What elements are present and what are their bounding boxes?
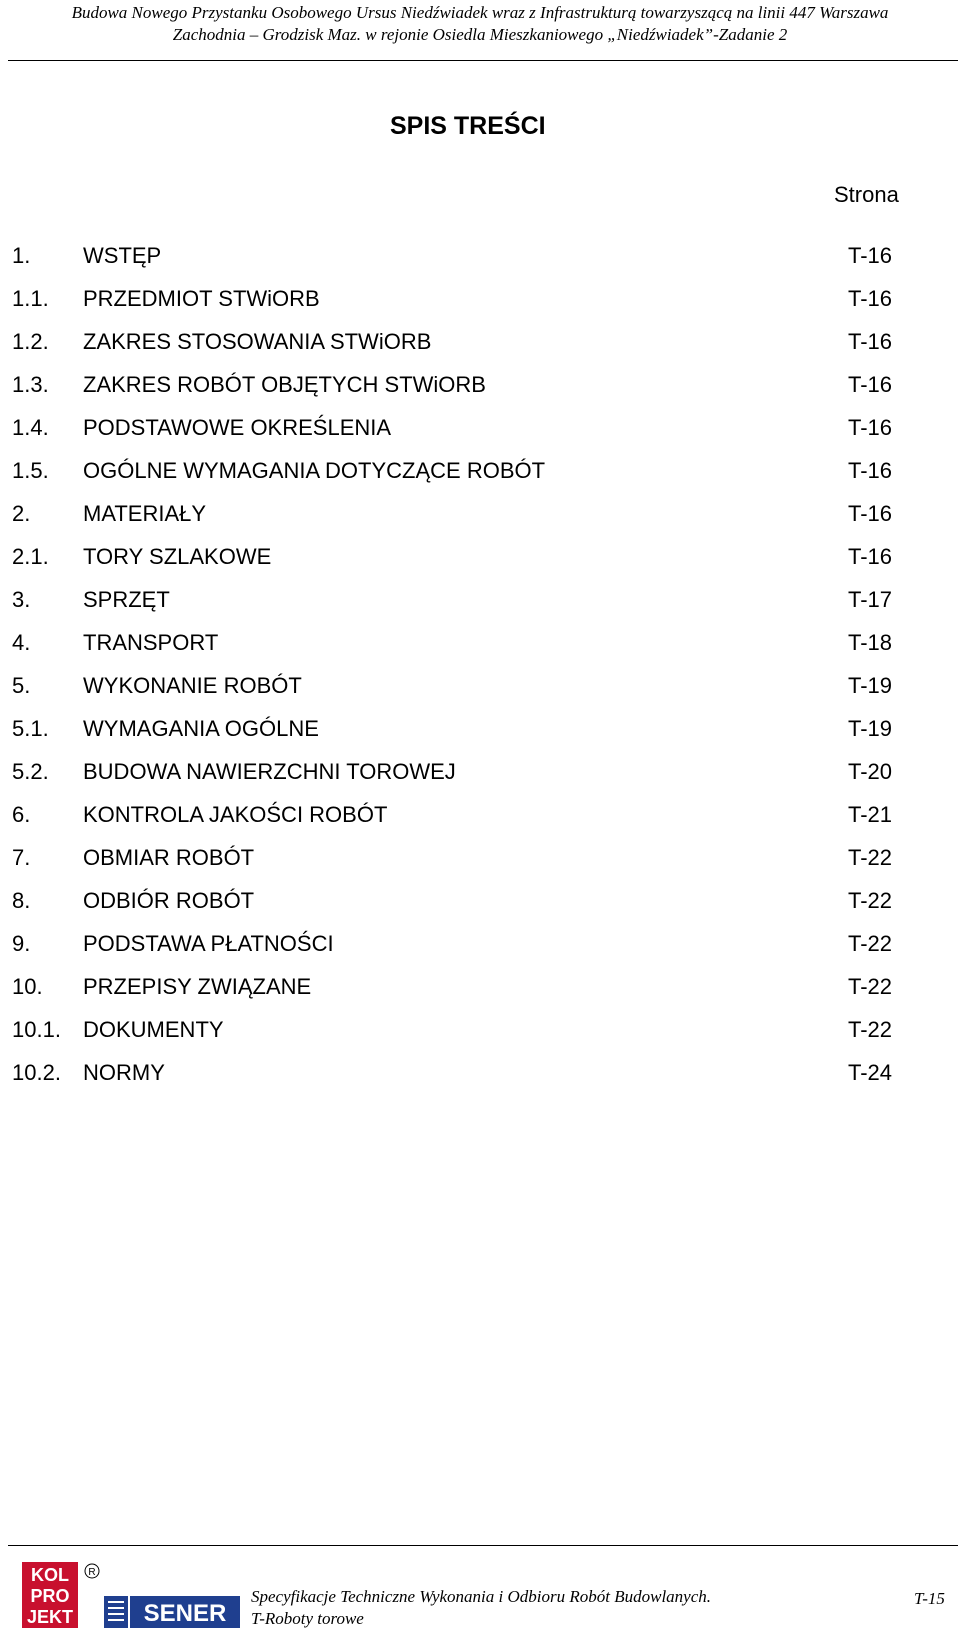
page-number: T-15 [914,1589,945,1608]
kolprojekt-logo-text-1: KOL [31,1565,69,1585]
toc-entry [0,414,960,457]
toc-entry-title: PRZEDMIOT STWiORB [83,286,320,311]
toc-entry-page: T-22 [848,845,893,870]
toc-entry-title: SPRZĘT [83,587,170,612]
header-line-1: Budowa Nowego Przystanku Osobowego Ursus Niedźwiadek wraz z Infrastrukturą towarzyszącą na linii 447 Warszawa [71,3,889,22]
kolprojekt-logo [22,1562,99,1628]
toc-entry-title: PRZEPISY ZWIĄZANE [83,974,312,999]
toc-entry-title: NORMY [83,1060,165,1085]
toc-entry-number: 1.1. [12,286,49,311]
toc-entry-number: 1.4. [12,415,49,440]
toc-entry-page: T-16 [848,243,893,268]
toc-entry [0,457,960,500]
toc-entry-page: T-22 [848,974,893,999]
kolprojekt-logo-text-3: JEKT [26,1607,74,1627]
toc-entry-number: 10.2. [12,1060,61,1085]
toc-entry-number: 10.1. [12,1017,61,1042]
toc-entry-number: 9. [12,931,31,956]
toc-entry [0,328,960,371]
toc-entry [0,586,960,629]
toc-entry-page: T-16 [848,458,893,483]
footer-line-2: T-Roboty torowe [251,1609,364,1628]
toc-entry-title: MATERIAŁY [83,501,207,526]
toc-entry-number: 8. [12,888,31,913]
sener-emblem-icon [104,1596,128,1628]
toc-entry [0,371,960,414]
toc-entry-title: OBMIAR ROBÓT [83,845,255,870]
footer-document-title [251,1586,711,1630]
sener-logo-text: SENER [143,1600,227,1627]
toc-entry-page: T-16 [848,372,893,397]
toc-entry-title: PODSTAWA PŁATNOŚCI [83,931,334,956]
toc-entry-number: 10. [12,974,43,999]
page-header [0,0,960,46]
toc-entry [0,715,960,758]
toc-entry-page: T-22 [848,888,893,913]
toc-entry-title: PODSTAWOWE OKREŚLENIA [83,415,392,440]
toc-entry-title: ODBIÓR ROBÓT [83,888,255,913]
toc-entry-page: T-22 [848,1017,893,1042]
toc-entry [0,844,960,887]
toc-entry-number: 4. [12,630,31,655]
toc-entry-number: 3. [12,587,31,612]
toc-entry [0,973,960,1016]
toc-entry [0,242,960,285]
kolprojekt-logo-text-2: PRO [30,1586,70,1606]
toc-entry-title: WSTĘP [83,243,162,268]
toc-entry-page: T-19 [848,673,893,698]
toc-entry [0,285,960,328]
toc-entry-page: T-17 [848,587,893,612]
toc-entry-number: 5.2. [12,759,49,784]
company-logos [22,1562,242,1632]
toc-entry-title: OGÓLNE WYMAGANIA DOTYCZĄCE ROBÓT [83,458,546,483]
toc-entry-number: 2. [12,501,31,526]
page-column-label: Strona [834,182,899,207]
toc-entry-page: T-16 [848,501,893,526]
toc-entry-title: DOKUMENTY [83,1017,224,1042]
toc-entry-number: 6. [12,802,31,827]
toc-entry [0,672,960,715]
sener-logo [104,1596,240,1628]
toc-entry [0,500,960,543]
toc-entry-title: ZAKRES ROBÓT OBJĘTYCH STWiORB [83,372,486,397]
toc-entry-number: 1.3. [12,372,49,397]
toc-entry-number: 7. [12,845,31,870]
toc-entry-title: TORY SZLAKOWE [83,544,272,569]
toc-entry-number: 1. [12,243,31,268]
toc-entry-page: T-22 [848,931,893,956]
toc-entry-page: T-16 [848,286,893,311]
toc-entry-number: 5.1. [12,716,49,741]
toc-entry [0,930,960,973]
toc-entry-title: WYMAGANIA OGÓLNE [83,716,319,741]
toc-entry [0,629,960,672]
toc-entry-page: T-16 [848,544,893,569]
toc-entry [0,801,960,844]
toc-entry-title: ZAKRES STOSOWANIA STWiORB [83,329,432,354]
toc-entry-number: 5. [12,673,31,698]
footer-divider [8,1545,958,1546]
toc-entry-number: 2.1. [12,544,49,569]
registered-mark-letter: R [88,1567,96,1578]
toc-entry-title: BUDOWA NAWIERZCHNI TOROWEJ [83,759,456,784]
toc-entry-title: KONTROLA JAKOŚCI ROBÓT [83,802,388,827]
toc-title: SPIS TREŚCI [390,112,546,140]
toc-entry-number: 1.2. [12,329,49,354]
header-divider [8,60,958,61]
toc-entry [0,1016,960,1059]
toc-entry [0,887,960,930]
toc-entry [0,1059,960,1102]
toc-entry-page: T-19 [848,716,893,741]
toc-entry-page: T-16 [848,415,893,440]
toc-entry-page: T-16 [848,329,893,354]
toc-entry-page: T-20 [848,759,893,784]
footer-line-1: Specyfikacje Techniczne Wykonania i Odbioru Robót Budowlanych. [251,1587,712,1606]
toc-entry [0,758,960,801]
toc-entry-number: 1.5. [12,458,49,483]
toc-entry-page: T-21 [848,802,893,827]
toc-entry [0,543,960,586]
toc-entry-title: WYKONANIE ROBÓT [83,673,302,698]
header-line-2: Zachodnia – Grodzisk Maz. w rejonie Osiedla Mieszkaniowego „Niedźwiadek”-Zadanie 2 [172,25,788,44]
table-of-contents [0,242,960,1102]
toc-entry-title: TRANSPORT [83,630,219,655]
toc-entry-page: T-18 [848,630,893,655]
toc-entry-page: T-24 [848,1060,893,1085]
